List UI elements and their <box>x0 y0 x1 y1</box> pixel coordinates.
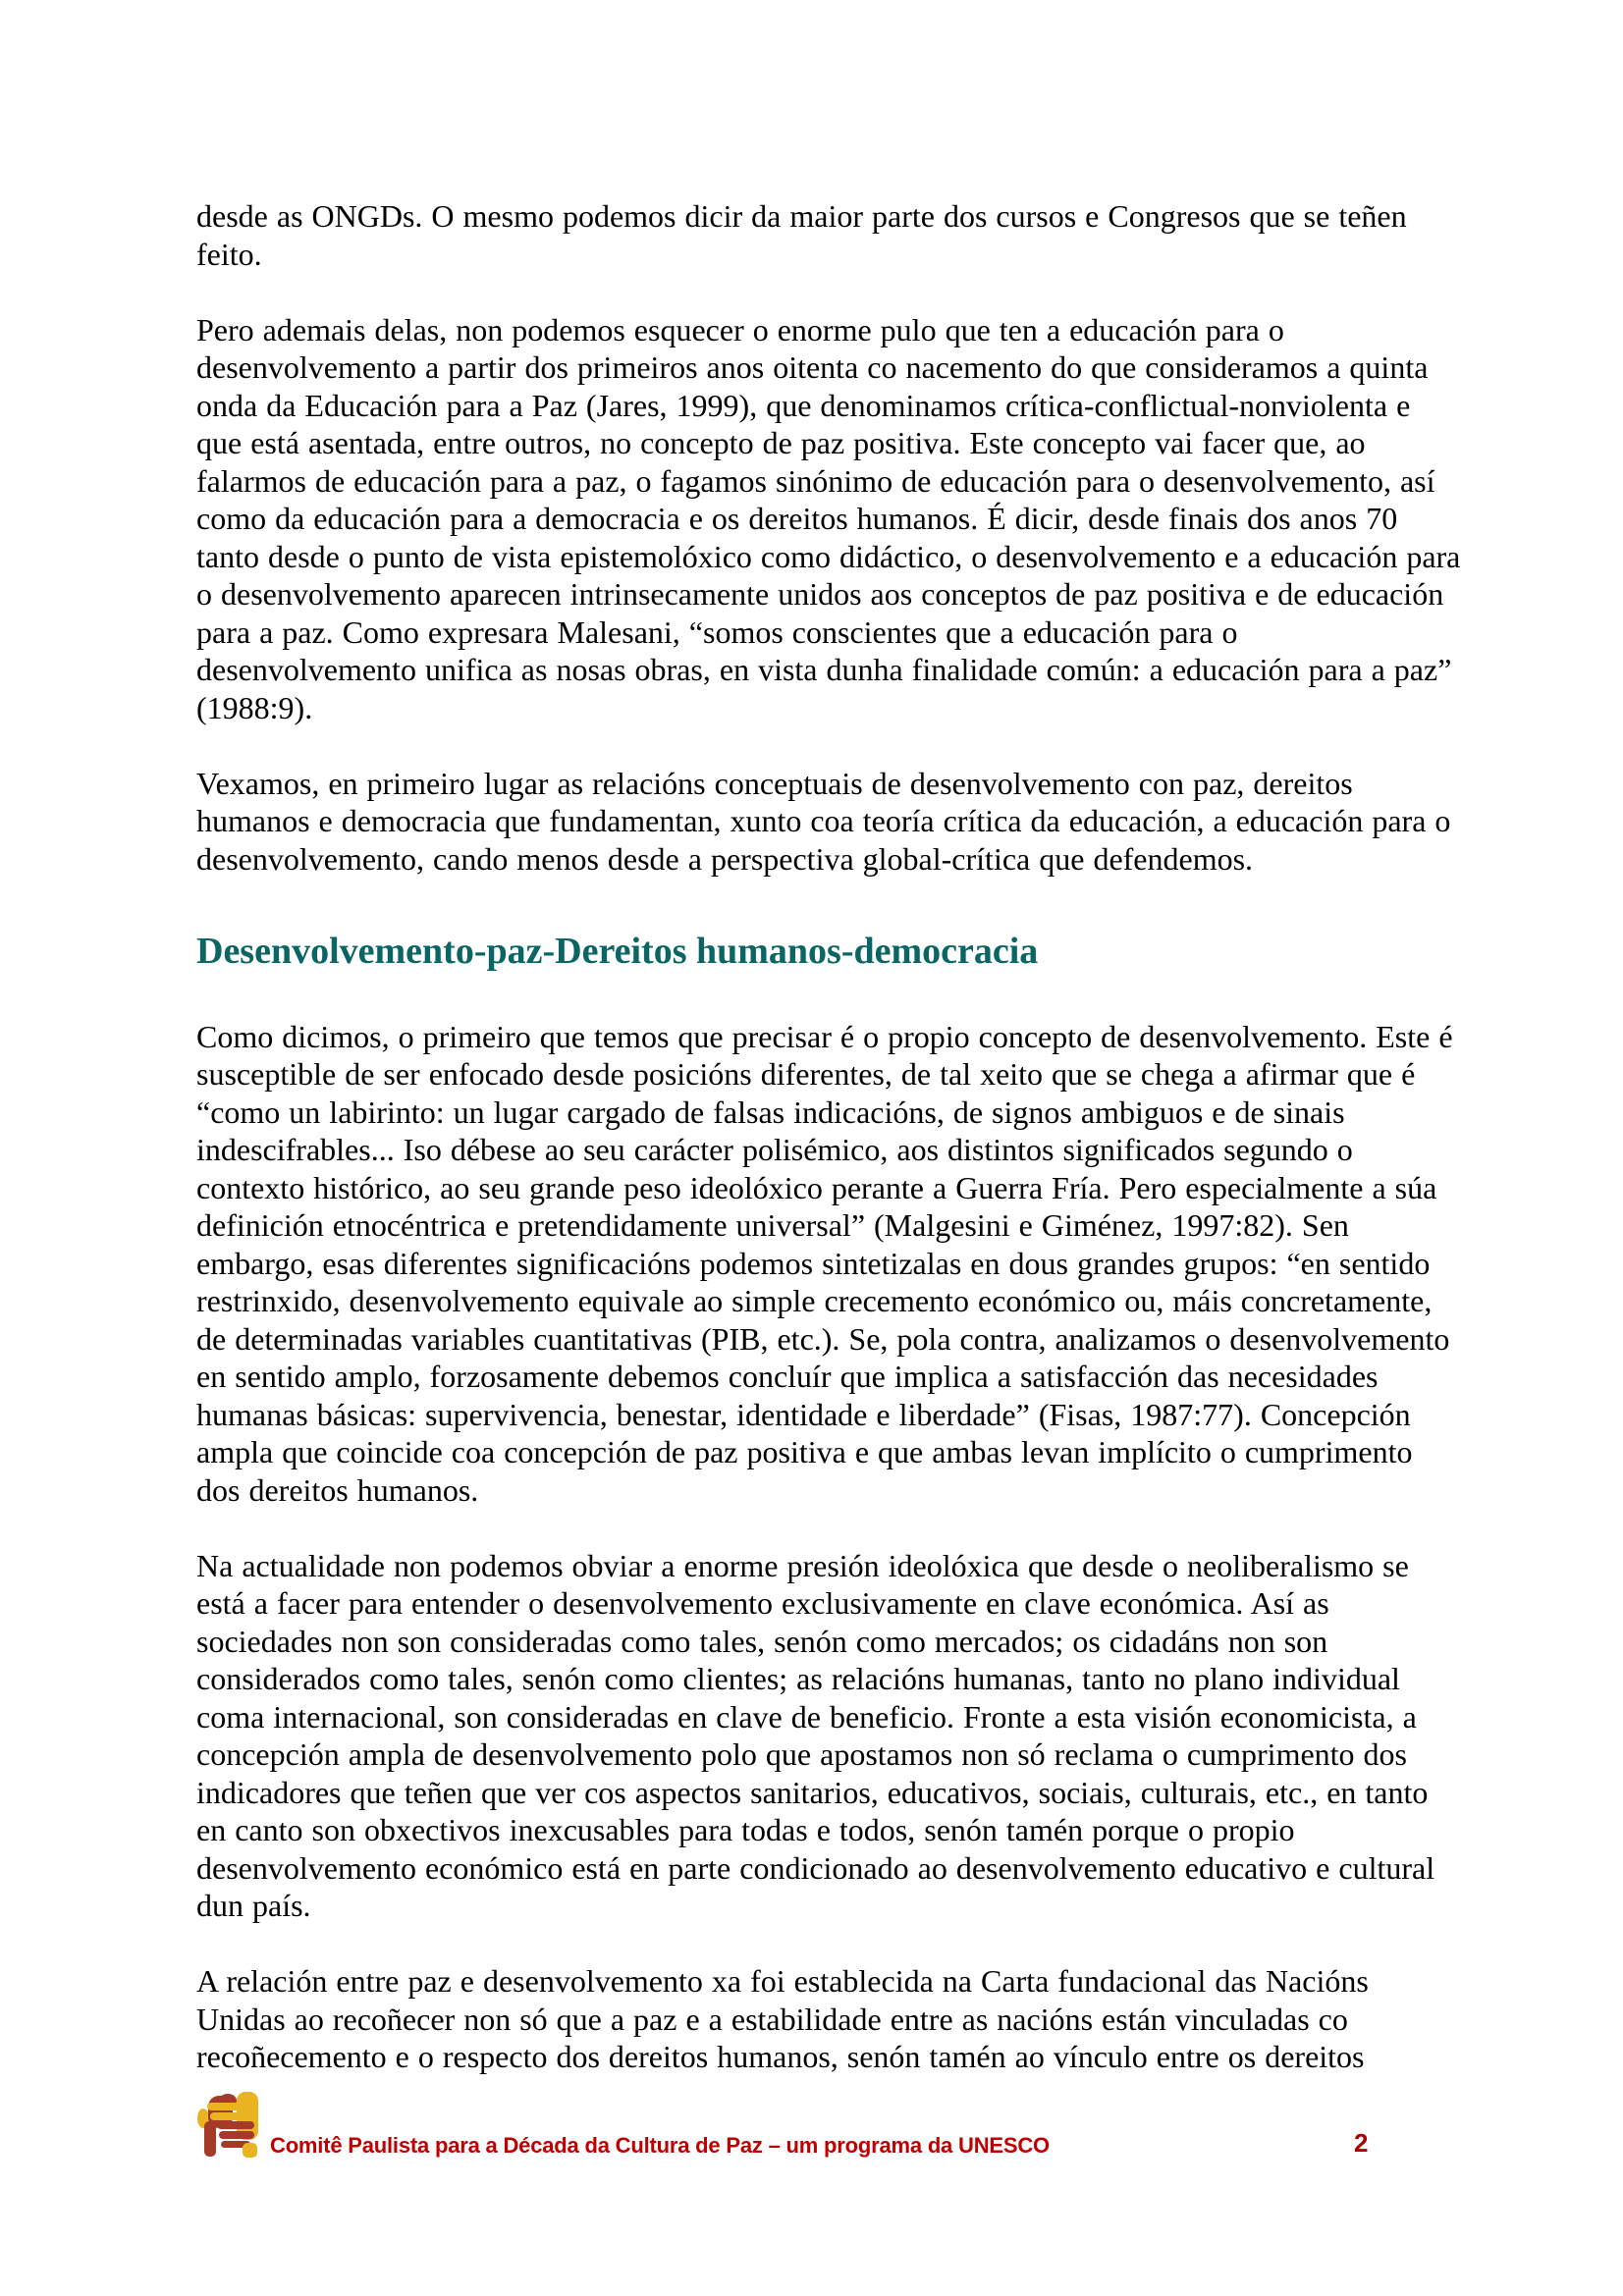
body-paragraph: desde as ONGDs. O mesmo podemos dicir da maior parte dos cursos e Congresos que se teñen feito. <box>196 198 1407 272</box>
section-heading: Desenvolvemento-paz-Dereitos humanos-democracia <box>196 931 1039 972</box>
page-number: 2 <box>1354 2128 1369 2158</box>
body-paragraph: Vexamos, en primeiro lugar as relacións conceptuais de desenvolvemento con paz, dereitos humanos e democracia que fundamentan, xunto coa teoría crítica da educación, a educación para o desenvolvemento, cando menos desde a perspectiva global-crítica que defendemos. <box>196 765 1451 877</box>
document-body <box>196 197 1463 2113</box>
body-paragraph: Pero ademais delas, non podemos esquecer o enorme pulo que ten a educación para o desenvolvemento a partir dos primeiros anos oitenta co nacemento do que consideramos a quinta onda da Educación para a Paz (Jares, 1999), que denominamos crítica-conflictual-nonviolenta e que está asentada, entre outros, no concepto de paz positiva. Este concepto vai facer que, ao falarmos de educación para a paz, o fagamos sinónimo de educación para o desenvolvemento, así como da educación para a democracia e os dereitos humanos. É dicir, desde finais dos anos 70 tanto desde o punto de vista epistemolóxico como didáctico, o desenvolvemento e a educación para o desenvolvemento aparecen intrinsecamente unidos aos conceptos de paz positiva e de educación para a paz. Como expresara Malesani, “somos conscientes que a educación para o desenvolvemento unifica as nosas obras, en vista dunha finalidade común: a educación para a paz” (1988:9). <box>196 311 1461 725</box>
body-paragraph: A relación entre paz e desenvolvemento xa foi establecida na Carta fundacional das Nacións Unidas ao recoñecer non só que a paz e a estabilidade entre as nacións están vinculadas co recoñecemento e o respecto dos dereitos humanos, senón tamén ao vínculo entre os dereitos <box>196 1963 1369 2074</box>
body-paragraph: Na actualidade non podemos obviar a enorme presión ideolóxica que desde o neoliberalismo se está a facer para entender o desenvolvemento exclusivamente en clave económica. Así as sociedades non son consideradas como tales, senón como mercados; os cidadáns non son considerados como tales, senón como clientes; as relacións humanas, tanto no plano individual coma internacional, son consideradas en clave de beneficio. Fronte a esta visión economicista, a concepción ampla de desenvolvemento polo que apostamos non só reclama o cumprimento dos indicadores que teñen que ver cos aspectos sanitarios, educativos, sociais, culturais, etc., en tanto en canto son obxectivos inexcusables para todas e todos, senón tamén porque o propio desenvolvemento económico está en parte condicionado ao desenvolvemento educativo e cultural dun país. <box>196 1547 1435 1923</box>
unesco-hands-logo-icon <box>197 2092 265 2163</box>
body-paragraph: Como dicimos, o primeiro que temos que precisar é o propio concepto de desenvolvemento. Este é susceptible de ser enfocado desde posicións diferentes, de tal xeito que se chega a afirmar que é “como un labirinto: un lugar cargado de falsas indicacións, de signos ambiguos e de sinais indescifrables... Iso débese ao seu carácter polisémico, aos distintos significados segundo o contexto histórico, ao seu grande peso ideolóxico perante a Guerra Fría. Pero especialmente a súa definición etnocéntrica e pretendidamente universal” (Malgesini e Giménez, 1997:82). Sen embargo, esas diferentes significacións podemos sintetizalas en dous grandes grupos: “en sentido restrinxido, desenvolvemento equivale ao simple crecemento económico ou, máis concretamente, de determinadas variables cuantitativas (PIB, etc.). Se, pola contra, analizamos o desenvolvemento en sentido amplo, forzosamente debemos concluír que implica a satisfacción das necesidades humanas básicas: supervivencia, benestar, identidade e liberdade” (Fisas, 1987:77). Concepción ampla que coincide coa concepción de paz positiva e que ambas levan implícito o cumprimento dos dereitos humanos. <box>196 1018 1453 1508</box>
footer-title: Comitê Paulista para a Década da Cultura de Paz – um programa da UNESCO <box>270 2133 1050 2158</box>
